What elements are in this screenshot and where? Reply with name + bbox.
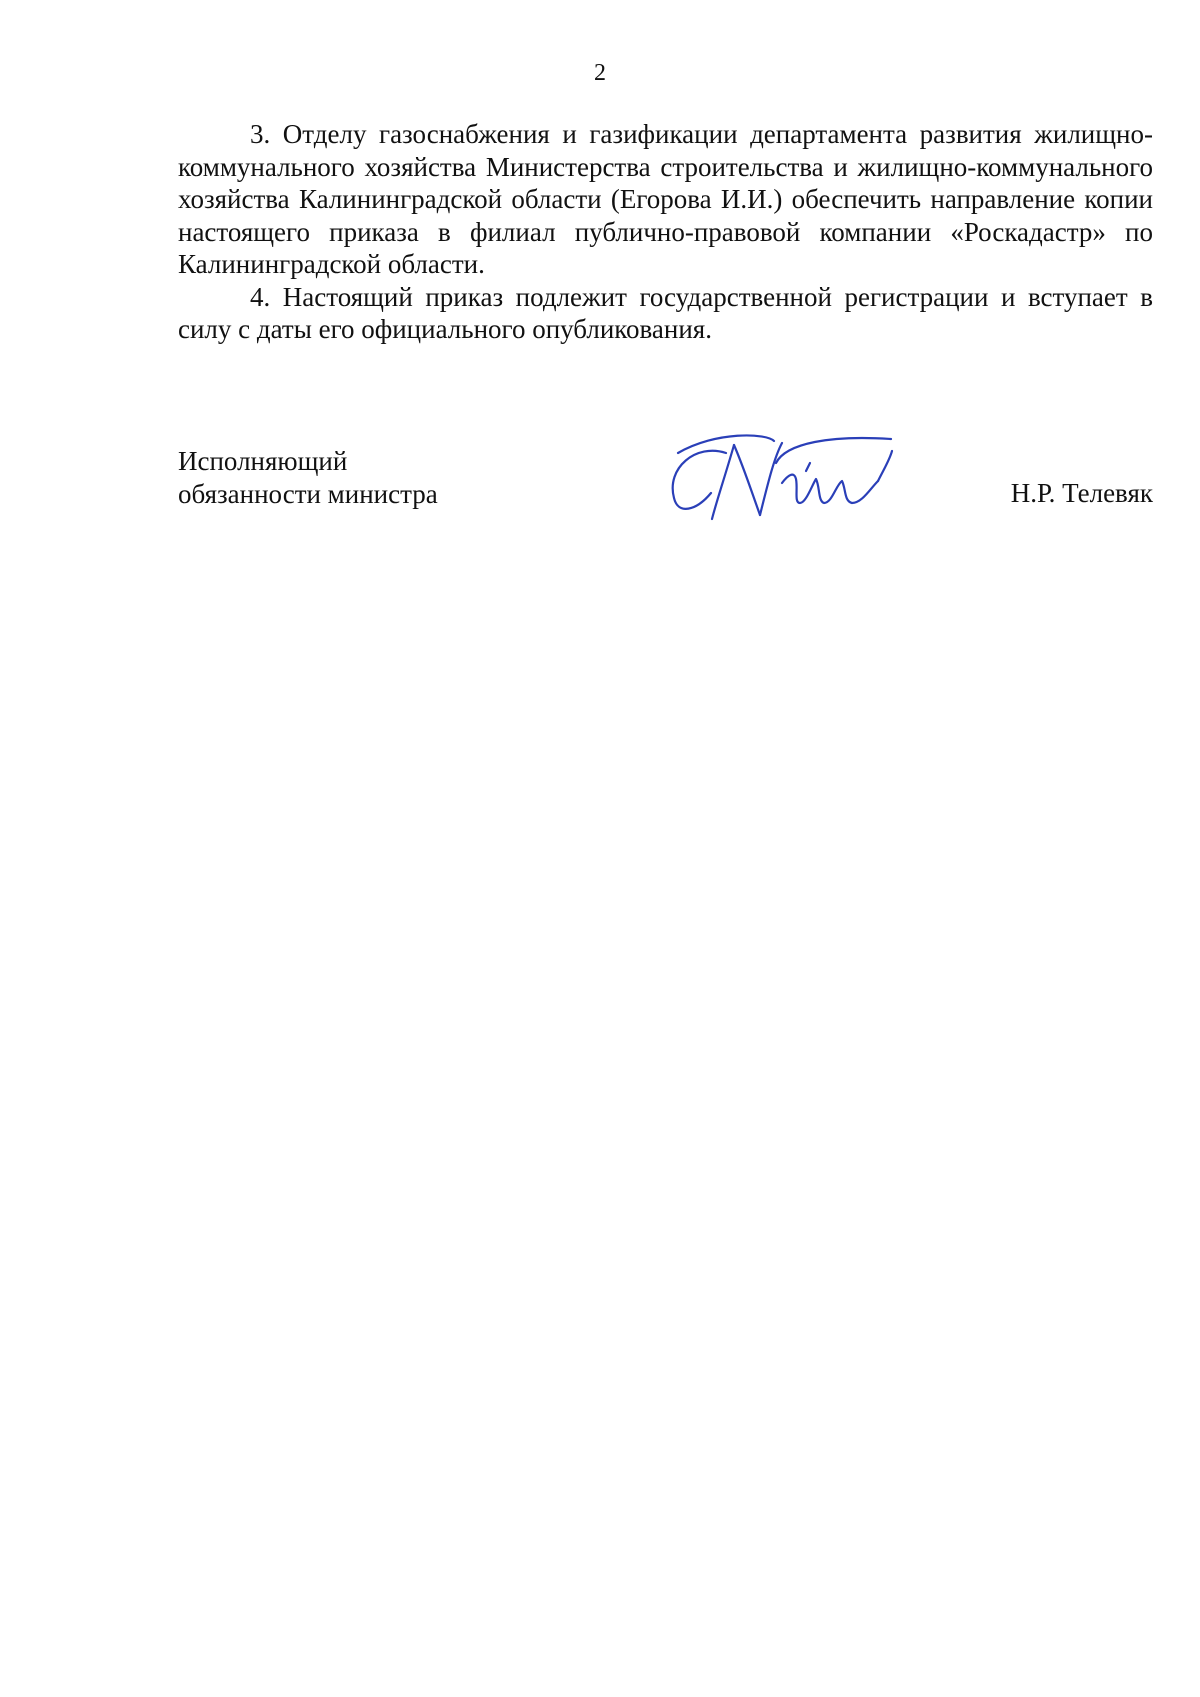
paragraph-4: 4. Настоящий приказ подлежит государственной регистрации и вступает в силу с даты его официального опубликования. — [178, 281, 1153, 344]
paragraph-3: 3. Отделу газоснабжения и газификации департамента развития жилищно-коммунального хозяйства Министерства строительства и жилищно-коммунального хозяйства Калининградской области (Егорова И.И.) обеспечить направление копии настоящего приказа в филиал публично-правовой компании «Роскадастр» по Калининградской области. — [178, 119, 1153, 279]
signatory-position-line-2: обязанности министра — [178, 478, 438, 509]
signature-block — [178, 445, 1153, 535]
document-body — [178, 118, 1153, 346]
signatory-name: Н.Р. Телевяк — [1010, 478, 1153, 508]
signatory-position — [178, 445, 438, 510]
handwritten-signature-icon — [656, 423, 916, 533]
page-number: 2 — [594, 60, 606, 86]
signatory-position-line-1: Исполняющий — [178, 446, 348, 476]
